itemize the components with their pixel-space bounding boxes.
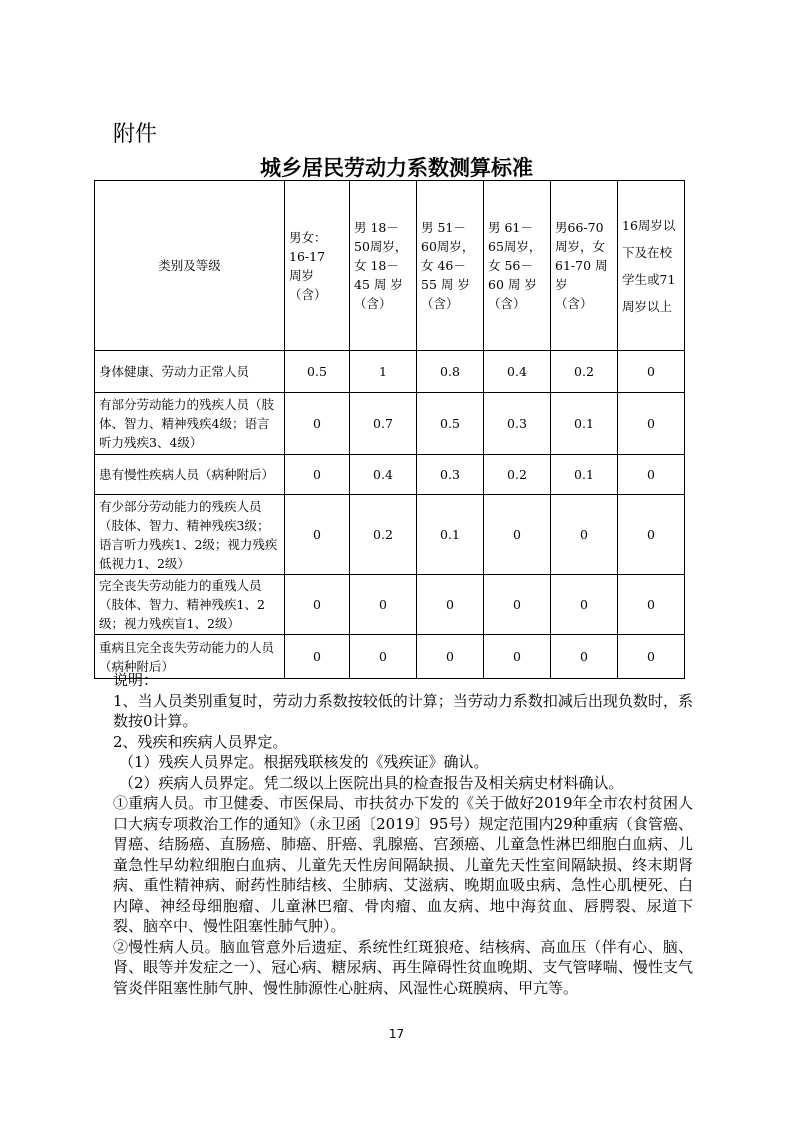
row-category: 患有慢性疾病人员（病种附后） — [95, 455, 285, 495]
table-row — [95, 455, 685, 495]
page-title: 城乡居民劳动力系数测算标准 — [260, 156, 533, 180]
row-value: 0.4 — [484, 351, 551, 393]
row-value: 0 — [350, 635, 417, 679]
row-value: 0.1 — [551, 455, 618, 495]
page-number: 17 — [388, 1027, 405, 1041]
header-col: 16周岁以 下及在校 学生或71 周岁以上 — [618, 181, 685, 351]
row-value: 0 — [417, 575, 484, 635]
row-value: 0 — [484, 635, 551, 679]
row-value: 0.7 — [350, 393, 417, 455]
row-value: 0.3 — [417, 455, 484, 495]
row-category: 有部分劳动能力的残疾人员（肢体、智力、精神残疾4级；语言听力残疾3、4级） — [95, 393, 285, 455]
row-value: 0 — [618, 455, 685, 495]
note-paragraph: （1）残疾人员界定。根据残联核发的《残疾证》确认。 — [119, 753, 489, 771]
table-header-row — [95, 181, 685, 351]
note-paragraph: ②慢性病人员。脑血管意外后遗症、系统性红斑狼疮、结核病、高血压（伴有心、脑、肾、眼等并发症之一）、冠心病、糖尿病、再生障碍性贫血晚期、支气管哮喘、慢性支气管炎伴阻塞性肺气肿、慢性肺源性心脏病、风湿性心斑膜病、甲亢等。 — [113, 937, 693, 997]
row-value: 0.1 — [417, 495, 484, 575]
row-value: 0.8 — [417, 351, 484, 393]
row-value: 0.5 — [285, 351, 350, 393]
table-row — [95, 351, 685, 393]
row-value: 0 — [285, 575, 350, 635]
note-paragraph: ①重病人员。市卫健委、市医保局、市扶贫办下发的《关于做好2019年全市农村贫困人口大病专项救治工作的通知》（永卫函〔2019〕95号）规定范围内29种重病（食管癌、胃癌、结肠癌、直肠癌、肺癌、肝癌、乳腺癌、宫颈癌、儿童急性淋巴细胞白血病、儿童急性早幼粒细胞白血病、儿童先天性房间隔缺损、儿童先天性室间隔缺损、终末期肾病、重性精神病、耐药性肺结核、尘肺病、艾滋病、晚期血吸虫病、急性心肌梗死、白内障、神经母细胞瘤、儿童淋巴瘤、骨肉瘤、血友病、地中海贫血、唇腭裂、尿道下裂、脑卒中、慢性阻塞性肺气肿）。 — [113, 794, 693, 935]
row-value: 0 — [285, 635, 350, 679]
notes-heading: 说明： — [113, 671, 159, 689]
row-value: 0 — [551, 575, 618, 635]
row-value: 0.2 — [551, 351, 618, 393]
row-value: 0.4 — [350, 455, 417, 495]
table-row — [95, 495, 685, 575]
row-category: 重病且完全丧失劳动能力的人员（病种附后） — [95, 635, 285, 679]
note-paragraph: 1、当人员类别重复时，劳动力系数按较低的计算；当劳动力系数扣减后出现负数时，系数按0计算。 — [113, 691, 693, 730]
row-value: 0 — [618, 393, 685, 455]
table-row — [95, 575, 685, 635]
note-paragraph: 2、残疾和疾病人员界定。 — [113, 732, 288, 751]
row-value: 0 — [285, 455, 350, 495]
row-value: 0 — [618, 575, 685, 635]
row-value: 0 — [551, 495, 618, 575]
row-value: 0 — [417, 635, 484, 679]
header-col: 男 51－ 60周岁， 女 46－ 55 周 岁 （含） — [417, 181, 484, 351]
header-col: 男 61－ 65周岁， 女 56－ 60 周 岁 （含） — [484, 181, 551, 351]
row-category: 身体健康、劳动力正常人员 — [95, 351, 285, 393]
row-value: 0 — [618, 635, 685, 679]
row-value: 1 — [350, 351, 417, 393]
row-value: 0.3 — [484, 393, 551, 455]
header-col: 男66-70 周岁，女 61-70 周 岁 （含） — [551, 181, 618, 351]
row-category: 完全丧失劳动能力的重残人员（肢体、智力、精神残疾1、2级；视力残疾盲1、2级） — [95, 575, 285, 635]
note-paragraph: （2）疾病人员界定。凭二级以上医院出具的检查报告及相关病史材料确认。 — [119, 773, 624, 792]
notes-section — [113, 670, 693, 998]
row-value: 0.1 — [551, 393, 618, 455]
row-value: 0 — [551, 635, 618, 679]
row-value: 0.2 — [484, 455, 551, 495]
row-value: 0 — [285, 393, 350, 455]
attachment-label: 附件 — [113, 122, 158, 147]
coefficient-table — [94, 180, 685, 679]
row-value: 0 — [484, 575, 551, 635]
row-value: 0 — [285, 495, 350, 575]
row-value: 0 — [618, 495, 685, 575]
header-col: 男 18－ 50周岁， 女 18－ 45 周 岁 （含） — [350, 181, 417, 351]
row-value: 0 — [484, 495, 551, 575]
header-col: 男女： 16-17 周岁 （含） — [285, 181, 350, 351]
row-category: 有少部分劳动能力的残疾人员（肢体、智力、精神残疾3级；语言听力残疾1、2级；视力残疾低视力1、2级） — [95, 495, 285, 575]
table-row — [95, 393, 685, 455]
row-value: 0.5 — [417, 393, 484, 455]
row-value: 0.2 — [350, 495, 417, 575]
header-corner: 类别及等级 — [95, 181, 285, 351]
row-value: 0 — [350, 575, 417, 635]
row-value: 0 — [618, 351, 685, 393]
